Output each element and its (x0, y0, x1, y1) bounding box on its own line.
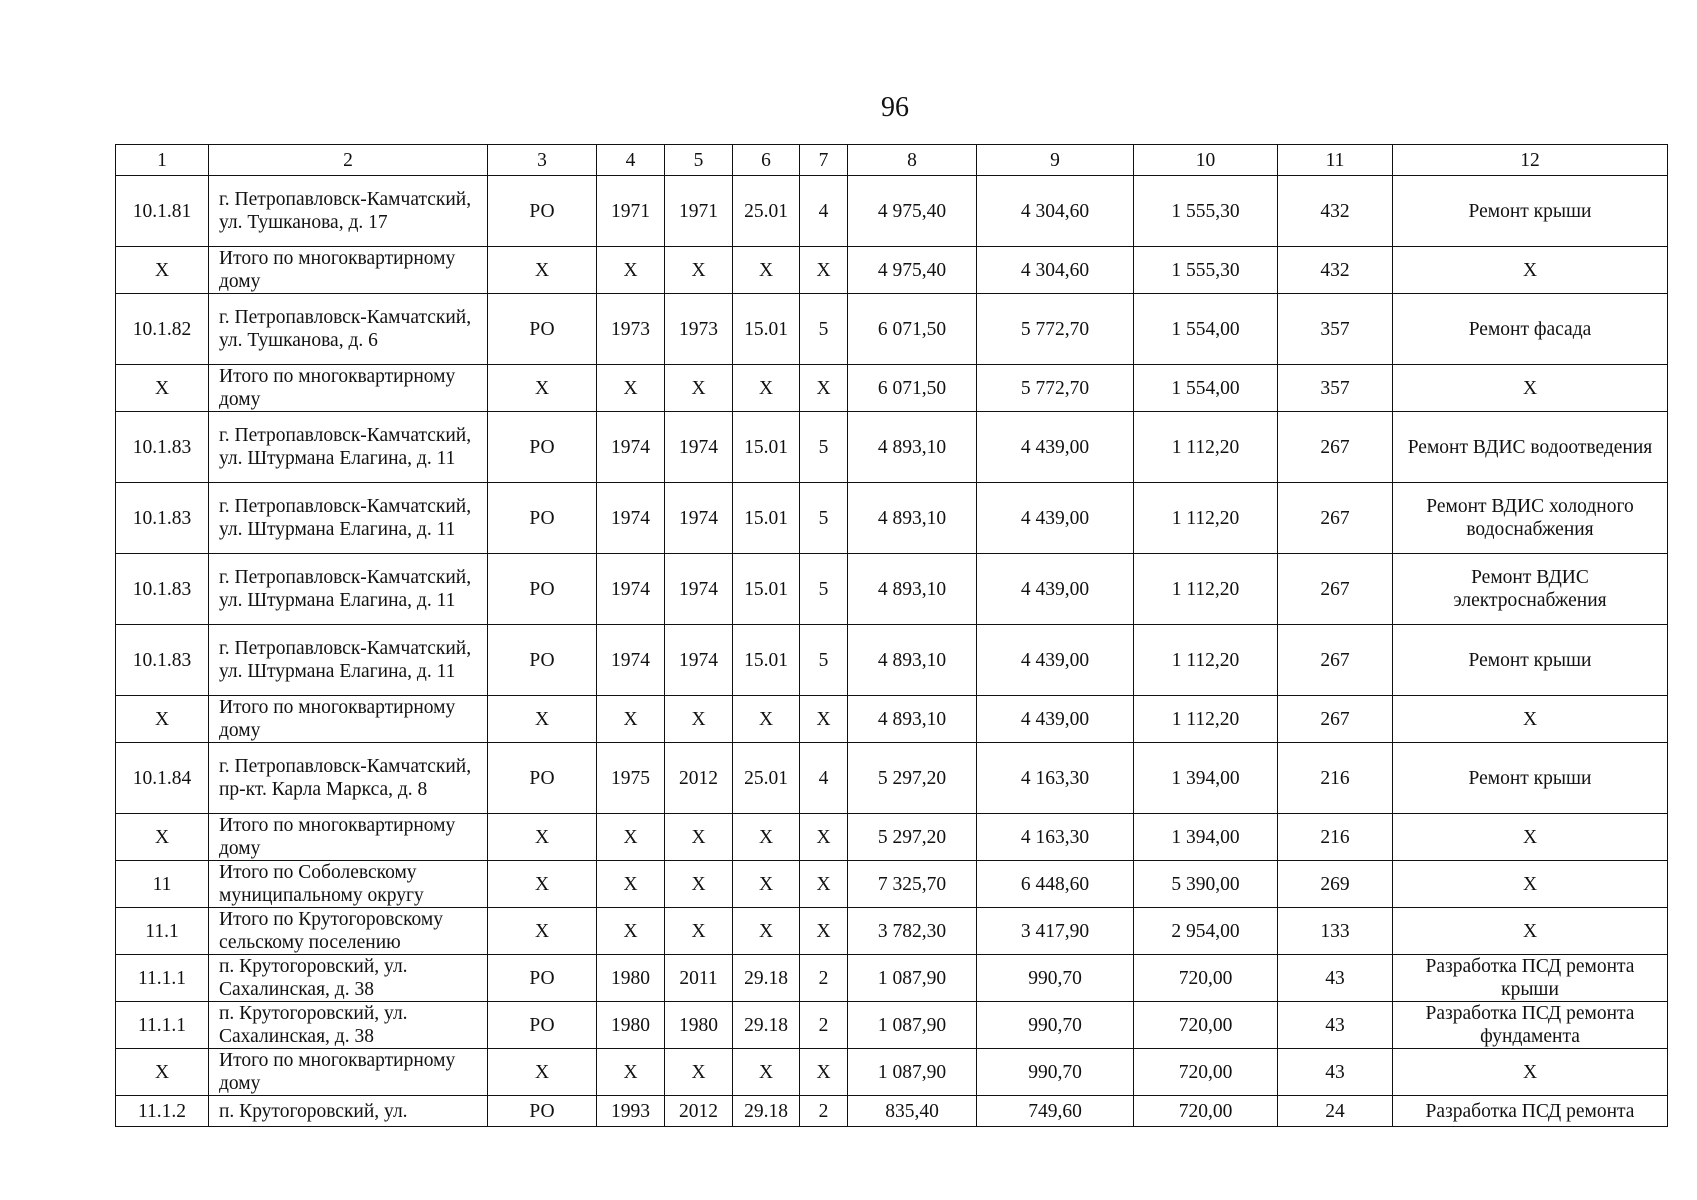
column-number-header: 3 (488, 145, 597, 176)
cell-total-area: 5 297,20 (848, 814, 977, 861)
cell-total-area: 4 893,10 (848, 696, 977, 743)
cell-living-area: 990,70 (977, 1049, 1134, 1096)
cell-work-code: 15.01 (733, 412, 800, 483)
cell-year-built: 1974 (597, 483, 665, 554)
cell-year-built: X (597, 908, 665, 955)
page-number: 96 (881, 92, 909, 123)
cell-year-built: 1974 (597, 625, 665, 696)
cell-total-area: 7 325,70 (848, 861, 977, 908)
cell-total-area: 4 893,10 (848, 483, 977, 554)
column-number-header: 4 (597, 145, 665, 176)
cell-living-area: 4 439,00 (977, 554, 1134, 625)
column-number-header: 11 (1278, 145, 1393, 176)
cell-year-last-repair: 2011 (665, 955, 733, 1002)
cell-total-area: 4 893,10 (848, 554, 977, 625)
cell-living-area: 3 417,90 (977, 908, 1134, 955)
cell-total-area: 3 782,30 (848, 908, 977, 955)
repair-program-table (115, 144, 1668, 1127)
cell-address: Итого по многоквартирному дому (209, 247, 488, 294)
cell-cost-limit: 1 112,20 (1134, 696, 1278, 743)
cell-row-number: 11.1.1 (116, 1002, 209, 1049)
cell-row-number: 10.1.83 (116, 625, 209, 696)
table-row (116, 483, 1668, 554)
cell-row-number: X (116, 1049, 209, 1096)
cell-living-area: 4 439,00 (977, 625, 1134, 696)
cell-address: п. Крутогоровский, ул. (209, 1096, 488, 1127)
cell-address: Итого по многоквартирному дому (209, 1049, 488, 1096)
cell-owner-form: X (488, 908, 597, 955)
cell-work-type: X (1393, 908, 1668, 955)
cell-address: п. Крутогоровский, ул. Сахалинская, д. 38 (209, 955, 488, 1002)
cell-work-code: 15.01 (733, 483, 800, 554)
cell-floors: 2 (800, 1096, 848, 1127)
cell-living-area: 990,70 (977, 955, 1134, 1002)
cell-owner-form: РО (488, 955, 597, 1002)
cell-year-built: 1975 (597, 743, 665, 814)
cell-cost-limit: 720,00 (1134, 1096, 1278, 1127)
cell-work-type: X (1393, 1049, 1668, 1096)
cell-residents: 267 (1278, 483, 1393, 554)
cell-residents: 267 (1278, 625, 1393, 696)
column-number-header: 12 (1393, 145, 1668, 176)
cell-floors: X (800, 814, 848, 861)
cell-cost-limit: 720,00 (1134, 1002, 1278, 1049)
cell-address: г. Петропавловск-Камчатский, ул. Штурмана Елагина, д. 11 (209, 625, 488, 696)
table-row (116, 1002, 1668, 1049)
cell-residents: 43 (1278, 1049, 1393, 1096)
cell-year-built: 1974 (597, 554, 665, 625)
cell-floors: X (800, 696, 848, 743)
cell-residents: 267 (1278, 554, 1393, 625)
cell-work-code: X (733, 365, 800, 412)
cell-owner-form: РО (488, 1002, 597, 1049)
table-row (116, 1049, 1668, 1096)
cell-cost-limit: 1 554,00 (1134, 294, 1278, 365)
cell-row-number: X (116, 365, 209, 412)
cell-residents: 267 (1278, 696, 1393, 743)
cell-owner-form: X (488, 247, 597, 294)
cell-year-last-repair: X (665, 247, 733, 294)
cell-year-last-repair: 1974 (665, 412, 733, 483)
cell-living-area: 4 304,60 (977, 176, 1134, 247)
cell-year-built: X (597, 696, 665, 743)
cell-row-number: 11.1 (116, 908, 209, 955)
cell-cost-limit: 1 555,30 (1134, 247, 1278, 294)
cell-owner-form: X (488, 814, 597, 861)
cell-owner-form: X (488, 696, 597, 743)
cell-work-type: Ремонт ВДИС холодного водоснабжения (1393, 483, 1668, 554)
cell-floors: 2 (800, 955, 848, 1002)
cell-work-type: Ремонт фасада (1393, 294, 1668, 365)
cell-work-code: 29.18 (733, 1002, 800, 1049)
cell-row-number: 10.1.83 (116, 554, 209, 625)
cell-address: п. Крутогоровский, ул. Сахалинская, д. 38 (209, 1002, 488, 1049)
cell-owner-form: РО (488, 176, 597, 247)
column-number-row (116, 145, 1668, 176)
column-number-header: 8 (848, 145, 977, 176)
cell-living-area: 4 439,00 (977, 696, 1134, 743)
cell-work-type: Разработка ПСД ремонта фундамента (1393, 1002, 1668, 1049)
cell-owner-form: РО (488, 554, 597, 625)
cell-address: г. Петропавловск-Камчатский, ул. Тушканова, д. 17 (209, 176, 488, 247)
column-number-header: 1 (116, 145, 209, 176)
cell-residents: 216 (1278, 743, 1393, 814)
cell-owner-form: РО (488, 1096, 597, 1127)
cell-year-built: 1971 (597, 176, 665, 247)
cell-cost-limit: 1 112,20 (1134, 412, 1278, 483)
cell-work-code: 15.01 (733, 294, 800, 365)
cell-year-last-repair: X (665, 1049, 733, 1096)
cell-total-area: 6 071,50 (848, 294, 977, 365)
cell-work-code: 29.18 (733, 1096, 800, 1127)
cell-year-last-repair: 2012 (665, 1096, 733, 1127)
cell-year-last-repair: 1973 (665, 294, 733, 365)
column-number-header: 10 (1134, 145, 1278, 176)
cell-year-built: 1973 (597, 294, 665, 365)
cell-year-last-repair: X (665, 365, 733, 412)
cell-work-code: X (733, 908, 800, 955)
cell-owner-form: X (488, 861, 597, 908)
cell-floors: X (800, 908, 848, 955)
cell-year-built: 1980 (597, 955, 665, 1002)
cell-work-code: X (733, 814, 800, 861)
cell-owner-form: РО (488, 483, 597, 554)
cell-total-area: 1 087,90 (848, 1002, 977, 1049)
table-row (116, 365, 1668, 412)
cell-year-last-repair: 1974 (665, 554, 733, 625)
cell-work-type: X (1393, 814, 1668, 861)
cell-row-number: 10.1.83 (116, 483, 209, 554)
cell-total-area: 1 087,90 (848, 955, 977, 1002)
cell-owner-form: РО (488, 625, 597, 696)
cell-cost-limit: 1 554,00 (1134, 365, 1278, 412)
column-number-header: 2 (209, 145, 488, 176)
cell-row-number: X (116, 247, 209, 294)
cell-year-built: X (597, 1049, 665, 1096)
cell-address: г. Петропавловск-Камчатский, ул. Тушканова, д. 6 (209, 294, 488, 365)
cell-living-area: 4 163,30 (977, 814, 1134, 861)
cell-living-area: 4 439,00 (977, 483, 1134, 554)
cell-address: г. Петропавловск-Камчатский, ул. Штурмана Елагина, д. 11 (209, 554, 488, 625)
cell-work-type: Ремонт крыши (1393, 176, 1668, 247)
table-row (116, 294, 1668, 365)
cell-floors: 5 (800, 625, 848, 696)
cell-work-code: X (733, 861, 800, 908)
cell-address: Итого по Крутогоровскому сельскому поселению (209, 908, 488, 955)
cell-row-number: 10.1.82 (116, 294, 209, 365)
cell-owner-form: X (488, 365, 597, 412)
cell-living-area: 5 772,70 (977, 294, 1134, 365)
cell-work-type: Разработка ПСД ремонта крыши (1393, 955, 1668, 1002)
column-number-header: 9 (977, 145, 1134, 176)
cell-total-area: 4 975,40 (848, 176, 977, 247)
table-row (116, 247, 1668, 294)
cell-floors: X (800, 1049, 848, 1096)
cell-floors: 2 (800, 1002, 848, 1049)
cell-cost-limit: 1 112,20 (1134, 625, 1278, 696)
cell-cost-limit: 1 112,20 (1134, 554, 1278, 625)
cell-year-built: X (597, 861, 665, 908)
table-row (116, 696, 1668, 743)
cell-floors: 5 (800, 294, 848, 365)
cell-cost-limit: 720,00 (1134, 1049, 1278, 1096)
cell-work-type: X (1393, 696, 1668, 743)
cell-total-area: 4 893,10 (848, 412, 977, 483)
cell-total-area: 1 087,90 (848, 1049, 977, 1096)
table-row (116, 861, 1668, 908)
cell-year-built: X (597, 814, 665, 861)
cell-cost-limit: 2 954,00 (1134, 908, 1278, 955)
table-row (116, 625, 1668, 696)
cell-year-built: 1993 (597, 1096, 665, 1127)
cell-year-last-repair: 2012 (665, 743, 733, 814)
cell-row-number: 11.1.2 (116, 1096, 209, 1127)
cell-floors: 5 (800, 412, 848, 483)
cell-floors: 5 (800, 554, 848, 625)
cell-living-area: 6 448,60 (977, 861, 1134, 908)
cell-row-number: X (116, 696, 209, 743)
cell-year-last-repair: X (665, 861, 733, 908)
cell-residents: 432 (1278, 247, 1393, 294)
cell-work-code: X (733, 1049, 800, 1096)
cell-work-type: Ремонт крыши (1393, 625, 1668, 696)
cell-address: г. Петропавловск-Камчатский, ул. Штурмана Елагина, д. 11 (209, 412, 488, 483)
column-number-header: 6 (733, 145, 800, 176)
cell-row-number: 11.1.1 (116, 955, 209, 1002)
cell-living-area: 4 439,00 (977, 412, 1134, 483)
cell-living-area: 749,60 (977, 1096, 1134, 1127)
cell-row-number: 11 (116, 861, 209, 908)
cell-residents: 432 (1278, 176, 1393, 247)
cell-cost-limit: 1 394,00 (1134, 814, 1278, 861)
cell-year-last-repair: X (665, 908, 733, 955)
cell-floors: 5 (800, 483, 848, 554)
cell-year-last-repair: 1974 (665, 483, 733, 554)
table-row (116, 955, 1668, 1002)
cell-total-area: 4 975,40 (848, 247, 977, 294)
cell-work-code: 25.01 (733, 743, 800, 814)
cell-address: Итого по Соболевскому муниципальному округу (209, 861, 488, 908)
cell-owner-form: X (488, 1049, 597, 1096)
cell-work-code: 25.01 (733, 176, 800, 247)
cell-work-type: Разработка ПСД ремонта (1393, 1096, 1668, 1127)
cell-address: Итого по многоквартирному дому (209, 814, 488, 861)
cell-floors: 4 (800, 176, 848, 247)
cell-row-number: 10.1.81 (116, 176, 209, 247)
table-row (116, 908, 1668, 955)
cell-work-type: X (1393, 247, 1668, 294)
cell-living-area: 4 163,30 (977, 743, 1134, 814)
cell-living-area: 5 772,70 (977, 365, 1134, 412)
table-row (116, 412, 1668, 483)
table-row (116, 743, 1668, 814)
cell-total-area: 6 071,50 (848, 365, 977, 412)
cell-work-code: X (733, 247, 800, 294)
cell-work-type: Ремонт крыши (1393, 743, 1668, 814)
cell-year-built: 1974 (597, 412, 665, 483)
cell-residents: 24 (1278, 1096, 1393, 1127)
cell-year-last-repair: 1980 (665, 1002, 733, 1049)
cell-work-type: X (1393, 365, 1668, 412)
cell-floors: X (800, 365, 848, 412)
cell-year-last-repair: X (665, 814, 733, 861)
cell-residents: 269 (1278, 861, 1393, 908)
cell-year-built: X (597, 247, 665, 294)
cell-work-type: Ремонт ВДИС водоотведения (1393, 412, 1668, 483)
cell-owner-form: РО (488, 294, 597, 365)
cell-owner-form: РО (488, 412, 597, 483)
cell-address: г. Петропавловск-Камчатский, пр-кт. Карла Маркса, д. 8 (209, 743, 488, 814)
cell-floors: X (800, 861, 848, 908)
cell-work-code: 15.01 (733, 625, 800, 696)
cell-work-code: X (733, 696, 800, 743)
cell-year-built: 1980 (597, 1002, 665, 1049)
cell-cost-limit: 1 394,00 (1134, 743, 1278, 814)
table-row (116, 176, 1668, 247)
cell-year-last-repair: 1971 (665, 176, 733, 247)
cell-row-number: 10.1.83 (116, 412, 209, 483)
cell-residents: 216 (1278, 814, 1393, 861)
cell-residents: 357 (1278, 365, 1393, 412)
column-number-header: 5 (665, 145, 733, 176)
cell-total-area: 4 893,10 (848, 625, 977, 696)
cell-floors: 4 (800, 743, 848, 814)
cell-work-type: Ремонт ВДИС электроснабжения (1393, 554, 1668, 625)
cell-work-code: 15.01 (733, 554, 800, 625)
cell-work-code: 29.18 (733, 955, 800, 1002)
table-body (116, 176, 1668, 1127)
table-row (116, 554, 1668, 625)
cell-residents: 357 (1278, 294, 1393, 365)
cell-owner-form: РО (488, 743, 597, 814)
cell-floors: X (800, 247, 848, 294)
cell-year-last-repair: X (665, 696, 733, 743)
cell-residents: 43 (1278, 1002, 1393, 1049)
cell-address: Итого по многоквартирному дому (209, 696, 488, 743)
column-number-header: 7 (800, 145, 848, 176)
cell-residents: 43 (1278, 955, 1393, 1002)
cell-cost-limit: 1 555,30 (1134, 176, 1278, 247)
cell-work-type: X (1393, 861, 1668, 908)
cell-address: г. Петропавловск-Камчатский, ул. Штурмана Елагина, д. 11 (209, 483, 488, 554)
table-row (116, 1096, 1668, 1127)
cell-cost-limit: 720,00 (1134, 955, 1278, 1002)
cell-total-area: 5 297,20 (848, 743, 977, 814)
table-row (116, 814, 1668, 861)
cell-address: Итого по многоквартирному дому (209, 365, 488, 412)
cell-cost-limit: 5 390,00 (1134, 861, 1278, 908)
cell-living-area: 4 304,60 (977, 247, 1134, 294)
cell-row-number: 10.1.84 (116, 743, 209, 814)
cell-residents: 267 (1278, 412, 1393, 483)
cell-living-area: 990,70 (977, 1002, 1134, 1049)
cell-year-built: X (597, 365, 665, 412)
cell-row-number: X (116, 814, 209, 861)
cell-total-area: 835,40 (848, 1096, 977, 1127)
cell-cost-limit: 1 112,20 (1134, 483, 1278, 554)
cell-residents: 133 (1278, 908, 1393, 955)
cell-year-last-repair: 1974 (665, 625, 733, 696)
